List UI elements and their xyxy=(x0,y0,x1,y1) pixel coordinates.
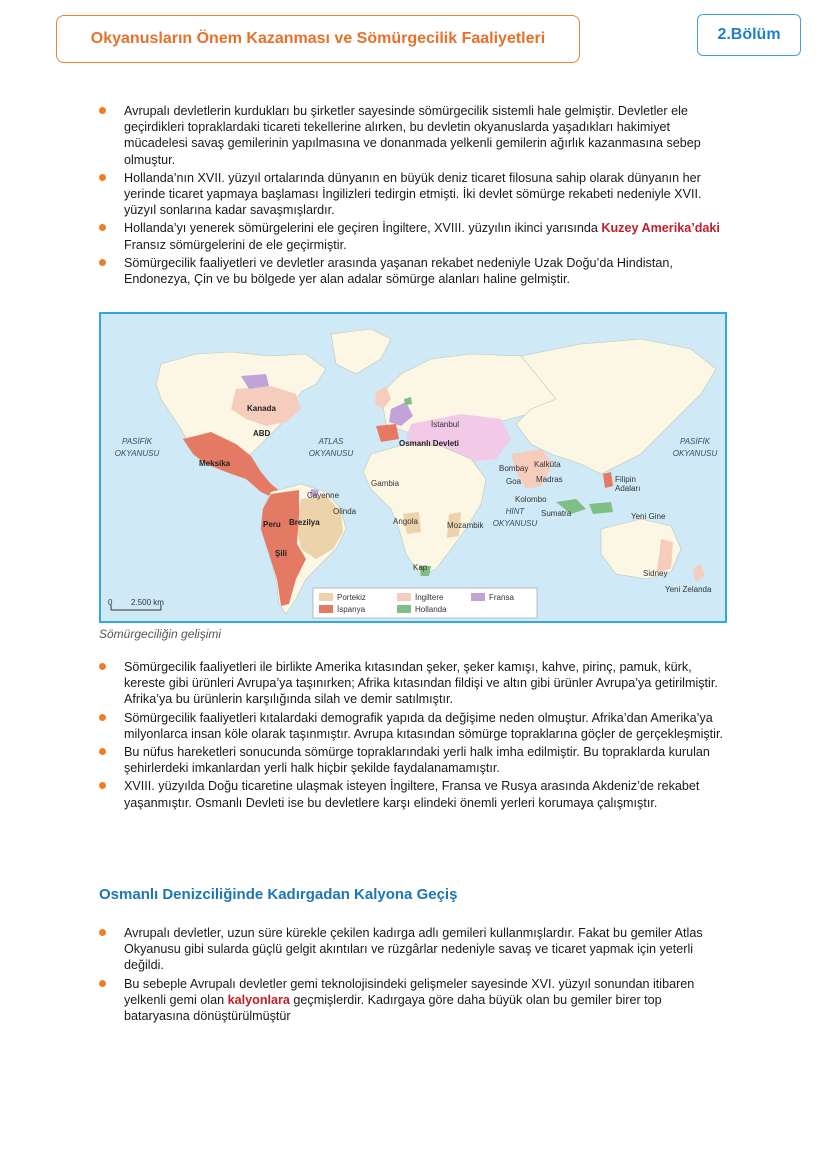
legend-swatch-hollanda xyxy=(397,605,411,613)
scale-distance-label: 2.500 km xyxy=(131,598,164,607)
pacific-ocean-right-line1: PASİFİK xyxy=(679,437,711,446)
label-abd: ABD xyxy=(253,429,271,438)
bullet-item xyxy=(99,170,729,219)
bullet-text: Avrupalı devletler, uzun süre kürekle çekilen kadırga adlı gemileri kullanmışlardır. Fakat bu gemiler Atlas Okyanusu gibi sularda güçlü gelgit akıntıları ve rüzgârlar nedeniyle savaş ve ticaret yapmak için yeterli değildi. xyxy=(124,926,703,973)
map-legend xyxy=(313,588,537,618)
bullet-text: Bu sebeple Avrupalı devletler gemi teknolojisindeki gelişmeler sayesinde XVI. yüzyıl sonundan itibaren yelkenli gemi olan xyxy=(124,976,695,1007)
highlighted-term: kalyonlara xyxy=(227,992,290,1007)
colonization-map xyxy=(99,312,727,623)
atlantic-ocean-line2: OKYANUSU xyxy=(308,449,354,458)
label-meksika: Meksika xyxy=(199,459,231,468)
world-map-svg xyxy=(101,314,725,621)
dutch-east-indies-2 xyxy=(589,502,613,514)
bullet-dot-icon xyxy=(99,174,106,181)
legend-swatch-fransa xyxy=(471,593,485,601)
bullet-text: Bu nüfus hareketleri sonucunda sömürge topraklarındaki yerli halk imha edilmiştir. Bu topraklarda kurulan şehirlerdeki imkanlardan yerli halk hiçbir şekilde faydalanamamıştır. xyxy=(124,745,710,776)
section-heading: Osmanlı Denizciliğinde Kadırgadan Kalyona Geçiş xyxy=(99,886,458,903)
bullet-text: Sömürgecilik faaliyetleri ve devletler arasında yaşanan rekabet nedeniyle Uzak Doğu’da Hindistan, Endonezya, Çin ve bu bölgede yer alan adalar sömürge alanları haline gelmiştir. xyxy=(124,255,673,287)
pacific-ocean-left-line1: PASİFİK xyxy=(121,437,153,446)
bullet-item xyxy=(99,925,729,974)
bullet-text: Avrupalı devletlerin kurdukları bu şirketler sayesinde sömürgecilik sistemli hale gelmiştir. Devletler ele geçirdikleri topraklardaki ticareti tekellerine alırken, bu devletin okyanuslarda yaşadıkları hakimiyet mücadelesi savaş gemilerinin yapılmasına ve donanmada yelkenli gemilerin ağırlık kazanmasına sebep olmuştur. xyxy=(124,104,701,167)
label-adalari: Adaları xyxy=(615,484,641,493)
label-kalkuta: Kalküta xyxy=(534,460,561,469)
bullet-dot-icon xyxy=(99,224,106,231)
map-caption: Sömürgeciliğin gelişimi xyxy=(99,627,222,641)
indian-ocean-line1: HİNT xyxy=(505,507,525,516)
bullet-item xyxy=(99,976,729,1025)
bullet-text: geçmişlerdir. Kadırgaya göre daha büyük olan bu gemiler birer top bataryasına dönüştürülmüştür xyxy=(124,992,662,1024)
label-yeni-gine: Yeni Gine xyxy=(631,512,666,521)
bullet-dot-icon xyxy=(99,980,106,987)
legend-label-ispanya: İspanya xyxy=(337,605,366,614)
bullet-item xyxy=(99,744,729,776)
bullet-text: Fransız sömürgelerini de ele geçirmiştir. xyxy=(124,237,347,252)
bullet-item xyxy=(99,710,729,742)
label-gambia: Gambia xyxy=(371,479,400,488)
label-filipin: Filipin xyxy=(615,475,636,484)
bullet-dot-icon xyxy=(99,929,106,936)
legend-label-hollanda: Hollanda xyxy=(415,605,447,614)
label-madras: Madras xyxy=(536,475,563,484)
bullet-item xyxy=(99,255,729,287)
label-kap: Kap xyxy=(413,563,428,572)
pacific-ocean-left-line2: OKYANUSU xyxy=(114,449,160,458)
legend-swatch-portekiz xyxy=(319,593,333,601)
mid-bullet-list xyxy=(99,659,729,813)
label-peru: Peru xyxy=(263,520,281,529)
page-title: Okyanusların Önem Kazanması ve Sömürgecilik Faaliyetleri xyxy=(90,30,546,47)
chapter-badge xyxy=(697,14,801,56)
bullet-item xyxy=(99,103,729,168)
page-title-box xyxy=(56,15,580,63)
bullet-item xyxy=(99,659,729,708)
scale-zero-label: 0 xyxy=(108,598,113,607)
highlighted-term: Kuzey Amerika’daki xyxy=(601,221,720,236)
bullet-item xyxy=(99,778,729,810)
label-sili: Şili xyxy=(275,549,288,558)
atlantic-ocean-line1: ATLAS xyxy=(318,437,344,446)
bullet-text: XVIII. yüzyılda Doğu ticaretine ulaşmak isteyen İngiltere, Fransa ve Rusya arasında Akdeniz’de rekabet yaşanmıştır. Osmanlı Devleti ise bu devletlere karşı elindeki önemli yerleri korumaya çalışmıştır. xyxy=(124,779,700,810)
label-brezilya: Brezilya xyxy=(289,518,320,527)
bullet-dot-icon xyxy=(99,663,106,670)
label-istanbul: İstanbul xyxy=(431,420,460,429)
legend-swatch-ispanya xyxy=(319,605,333,613)
label-yeni-zelanda: Yeni Zelanda xyxy=(665,585,712,594)
label-angola: Angola xyxy=(393,517,418,526)
label-kanada: Kanada xyxy=(247,404,276,413)
label-osmanli: Osmanlı Devleti xyxy=(399,439,460,448)
label-bombay: Bombay xyxy=(499,464,529,473)
bullet-dot-icon xyxy=(99,782,106,789)
bullet-text: Hollanda’nın XVII. yüzyıl ortalarında dünyanın en büyük deniz ticaret filosuna sahip olarak dünyanın her yerinde ticaret yapmaya başlaması İngilizleri tedirgin etmişti. İki devlet sömürge rekabeti nedeniyle XVII. yüzyıl sonlarına kadar savaşmışlardır. xyxy=(124,170,702,218)
legend-label-portekiz: Portekiz xyxy=(337,593,366,602)
legend-label-fransa: Fransa xyxy=(489,593,514,602)
bullet-text: Hollanda’yı yenerek sömürgelerini ele geçiren İngiltere, XVIII. yüzyılın ikinci yarısında xyxy=(124,221,602,236)
final-bullet-list xyxy=(99,925,729,1026)
label-olinda: Olinda xyxy=(333,507,357,516)
pacific-ocean-right-line2: OKYANUSU xyxy=(672,449,718,458)
bullet-text: Sömürgecilik faaliyetleri kıtalardaki demografik yapıda da değişime neden olmuştur. Afrika’dan Amerika’ya milyonlarca insan köle olarak taşınmıştır. Avrupa kıtasından sömürge topraklarına göçler de gerçekleşmiştir. xyxy=(124,710,723,741)
bullet-text: Sömürgecilik faaliyetleri ile birlikte Amerika kıtasından şeker, şeker kamışı, kahve, pirinç, pamuk, kürk, kereste gibi ürünleri Avrupa’ya taşınırken; Afrika kıtasından fildişi ve altın gibi ürünler Avrupa’ya getirilmiştir. Afrika’ya bu ürünlerin karşılığında silah ve demir satılmıştır. xyxy=(124,660,718,707)
label-kolombo: Kolombo xyxy=(515,495,547,504)
label-sidney: Sidney xyxy=(643,569,668,578)
bullet-dot-icon xyxy=(99,259,106,266)
intro-bullet-list xyxy=(99,103,729,289)
bullet-dot-icon xyxy=(99,748,106,755)
label-mozambik: Mozambik xyxy=(447,521,484,530)
chapter-label: 2.Bölüm xyxy=(717,26,781,43)
label-goa: Goa xyxy=(506,477,522,486)
indian-ocean-line2: OKYANUSU xyxy=(492,519,538,528)
bullet-dot-icon xyxy=(99,107,106,114)
label-sumatra: Sumatra xyxy=(541,509,572,518)
bullet-dot-icon xyxy=(99,714,106,721)
legend-swatch-ingiltere xyxy=(397,593,411,601)
bullet-item xyxy=(99,220,729,252)
label-cayenne: Cayenne xyxy=(307,491,340,500)
legend-label-ingiltere: İngiltere xyxy=(415,593,444,602)
